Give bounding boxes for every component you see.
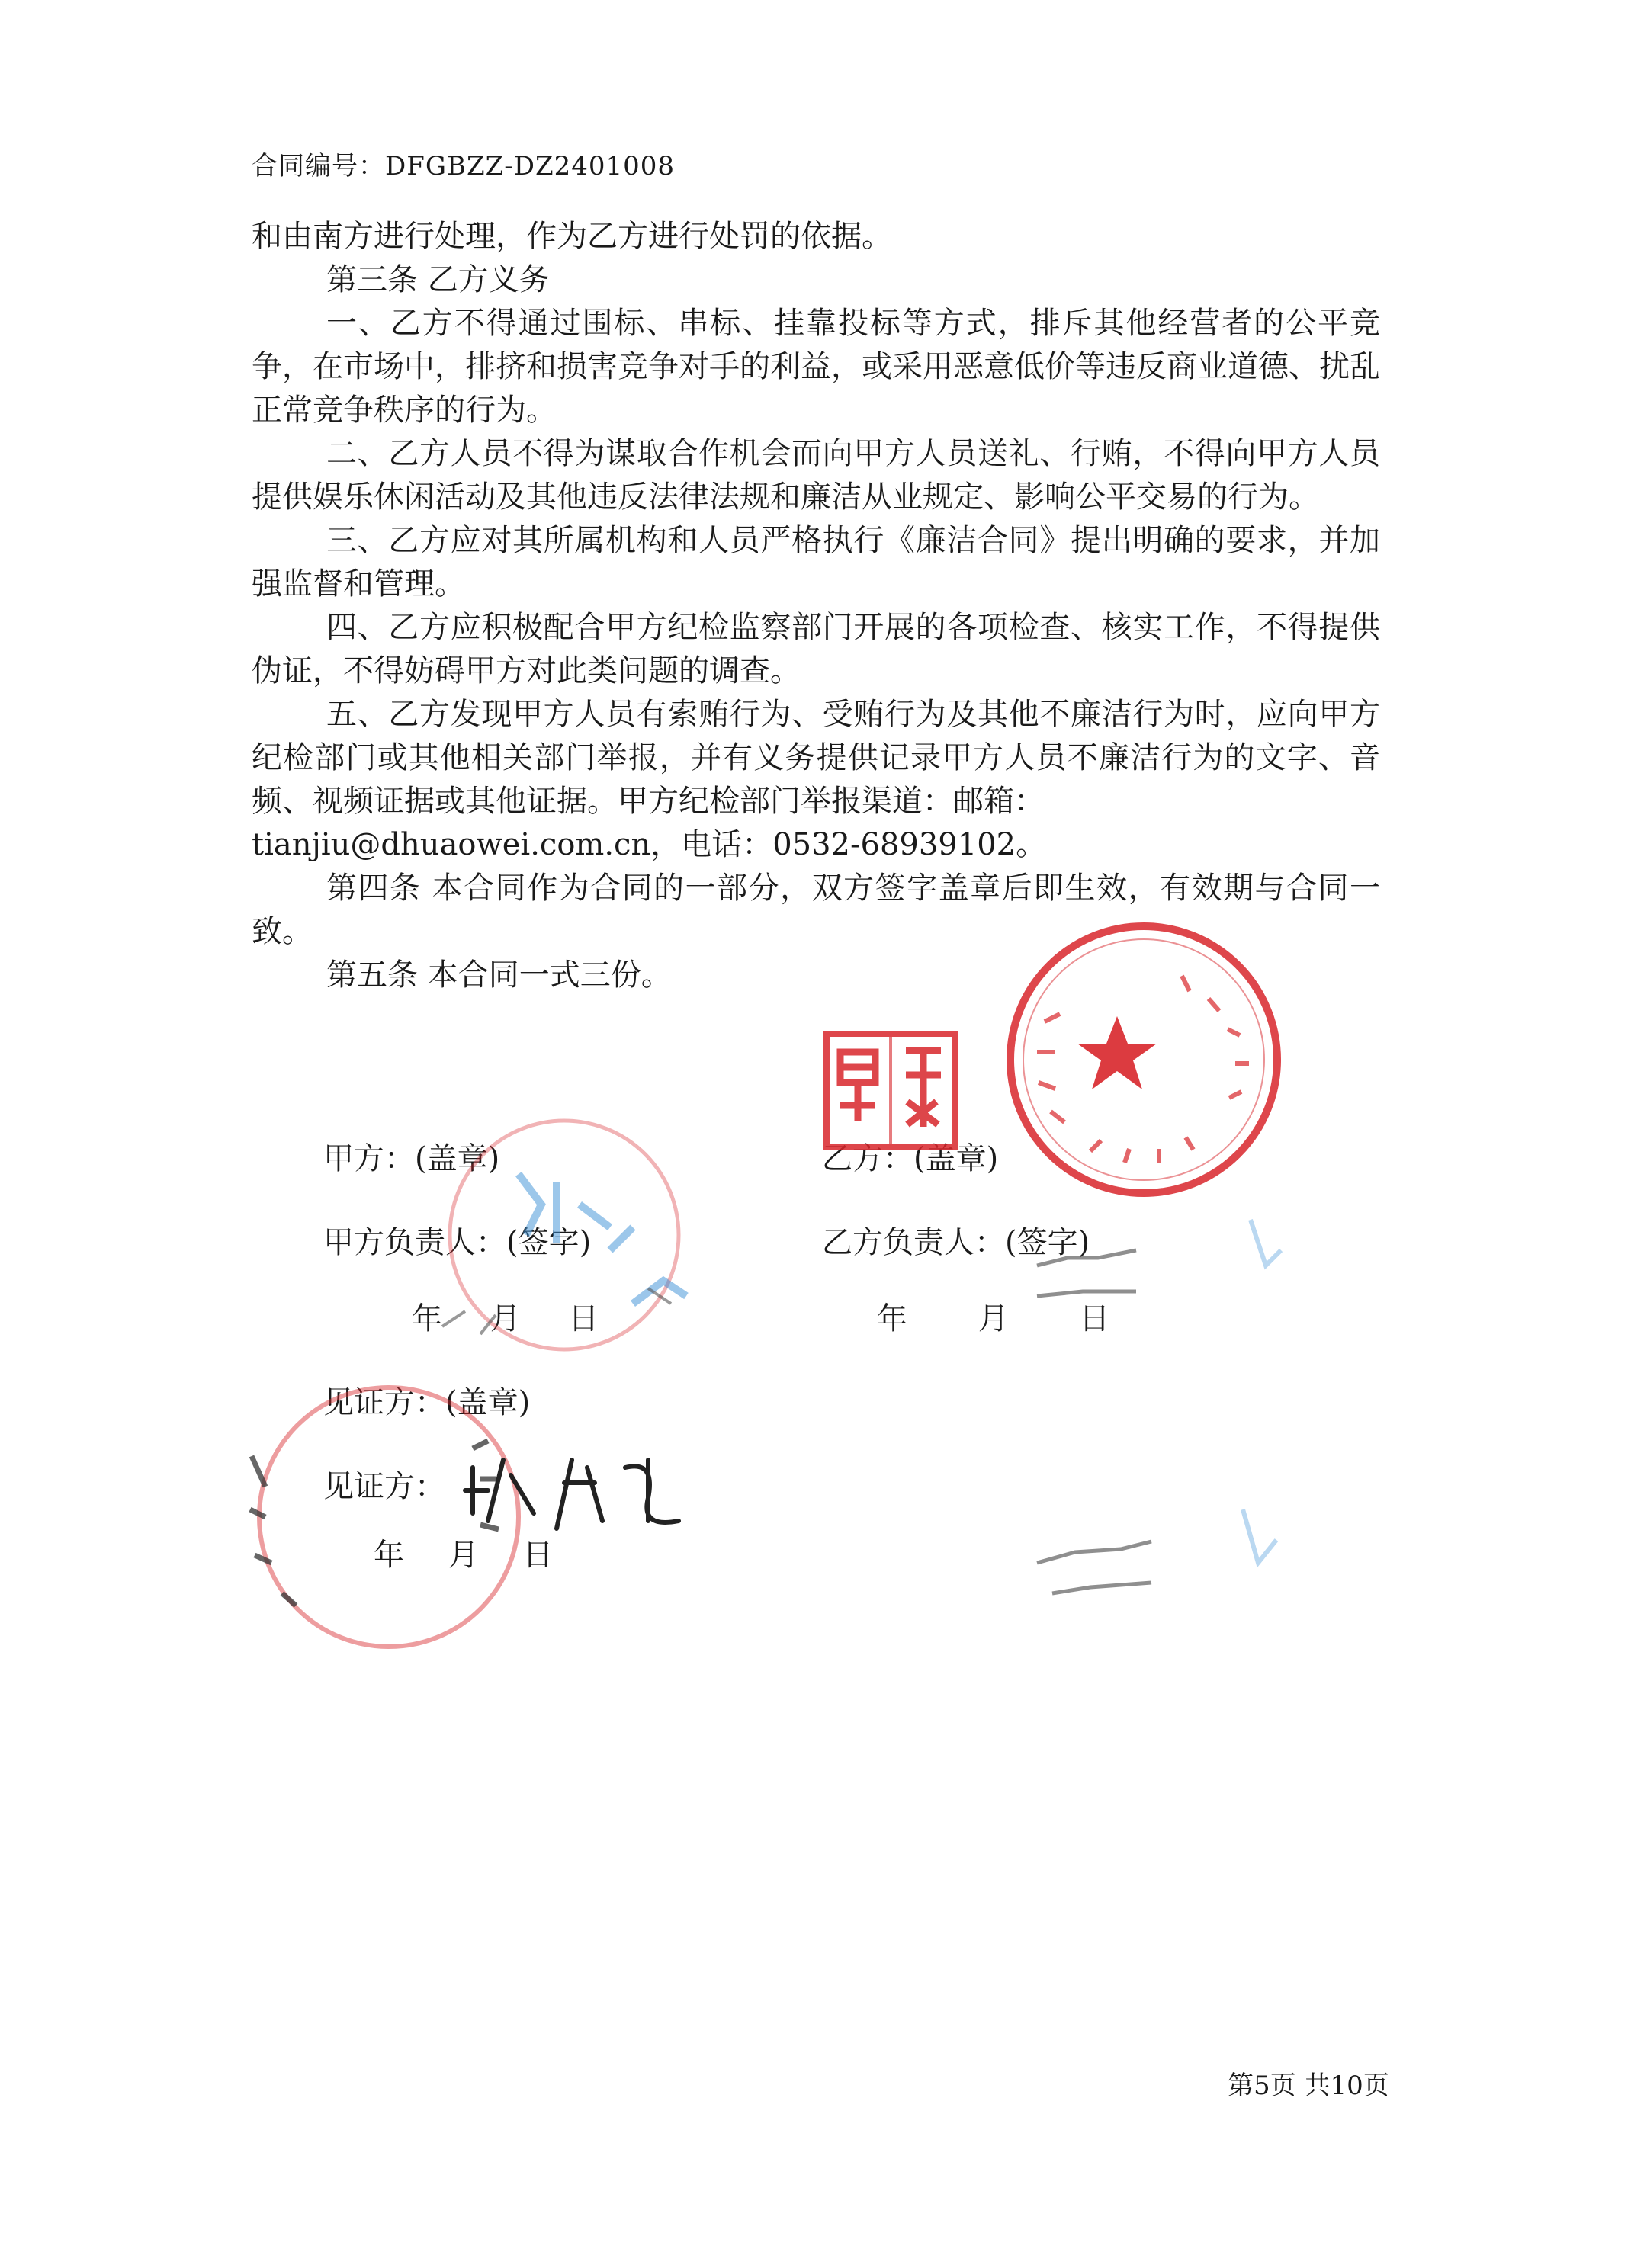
party-a-seal: [381, 1090, 747, 1365]
clause-article-5: 第五条 本合同一式三份。: [326, 958, 672, 993]
witness-handwritten-signature: [458, 1445, 702, 1544]
clause-line: 和由南方进行处理，作为乙方进行处罚的依据。: [252, 219, 892, 254]
page-footer: 第5页 共10页: [1228, 2071, 1389, 2101]
clause-item-1: 一、乙方不得通过围标、串标、挂靠投标等方式，排斥其他经营者的公平竞争，在市场中，排挤和损害竞争对手的利益，或采用恶意低价等违反商业道德、扰乱正常竞争秩序的行为。: [252, 306, 1380, 428]
party-a-date: 年 月 日: [412, 1301, 599, 1336]
contract-number: 合同编号：DFGBZZ-DZ2401008: [252, 151, 676, 181]
contract-body: [252, 215, 1380, 997]
clause-article-4: 第四条 本合同作为合同的一部分，双方签字盖章后即生效，有效期与合同一致。: [252, 871, 1380, 949]
seal-fragment: [1022, 1479, 1296, 1616]
witness-rep-label: 见证方：: [323, 1469, 445, 1504]
witness-seal-label: 见证方：(盖章): [323, 1385, 531, 1420]
party-b-seal-label: 乙方：(盖章): [822, 1141, 999, 1176]
clause-item-4: 四、乙方应积极配合甲方纪检监察部门开展的各项检查、核实工作，不得提供伪证，不得妨碍甲方对此类问题的调查。: [252, 610, 1380, 688]
party-b-rep-label: 乙方负责人：(签字): [822, 1225, 1090, 1260]
clause-heading-article-3: 第三条 乙方义务: [326, 262, 550, 297]
party-a-rep-label: 甲方负责人：(签字): [323, 1225, 592, 1260]
clause-item-2: 二、乙方人员不得为谋取合作机会而向甲方人员送礼、行贿，不得向甲方人员提供娱乐休闲活动及其他违反法律法规和廉洁从业规定、影响公平交易的行为。: [252, 436, 1380, 515]
witness-date: 年 月 日: [374, 1538, 554, 1573]
seal-fragment: [1022, 1205, 1296, 1342]
clause-item-5: 五、乙方发现甲方人员有索贿行为、受贿行为及其他不廉洁行为时，应向甲方纪检部门或其他相关部门举报，并有义务提供记录甲方人员不廉洁行为的文字、音频、视频证据或其他证据。甲方纪检部门举报渠道：邮箱：: [252, 697, 1380, 819]
party-b-company-seal: [991, 907, 1296, 1212]
report-contact: tianjiu@dhuaowei.com.cn，电话：0532-68939102。: [252, 827, 1047, 862]
party-b-square-seal: [822, 1029, 959, 1151]
party-b-date: 年 月 日: [877, 1301, 1110, 1336]
party-a-seal-label: 甲方：(盖章): [323, 1141, 500, 1176]
clause-item-3: 三、乙方应对其所属机构和人员严格执行《廉洁合同》提出明确的要求，并加强监督和管理。: [252, 523, 1380, 601]
